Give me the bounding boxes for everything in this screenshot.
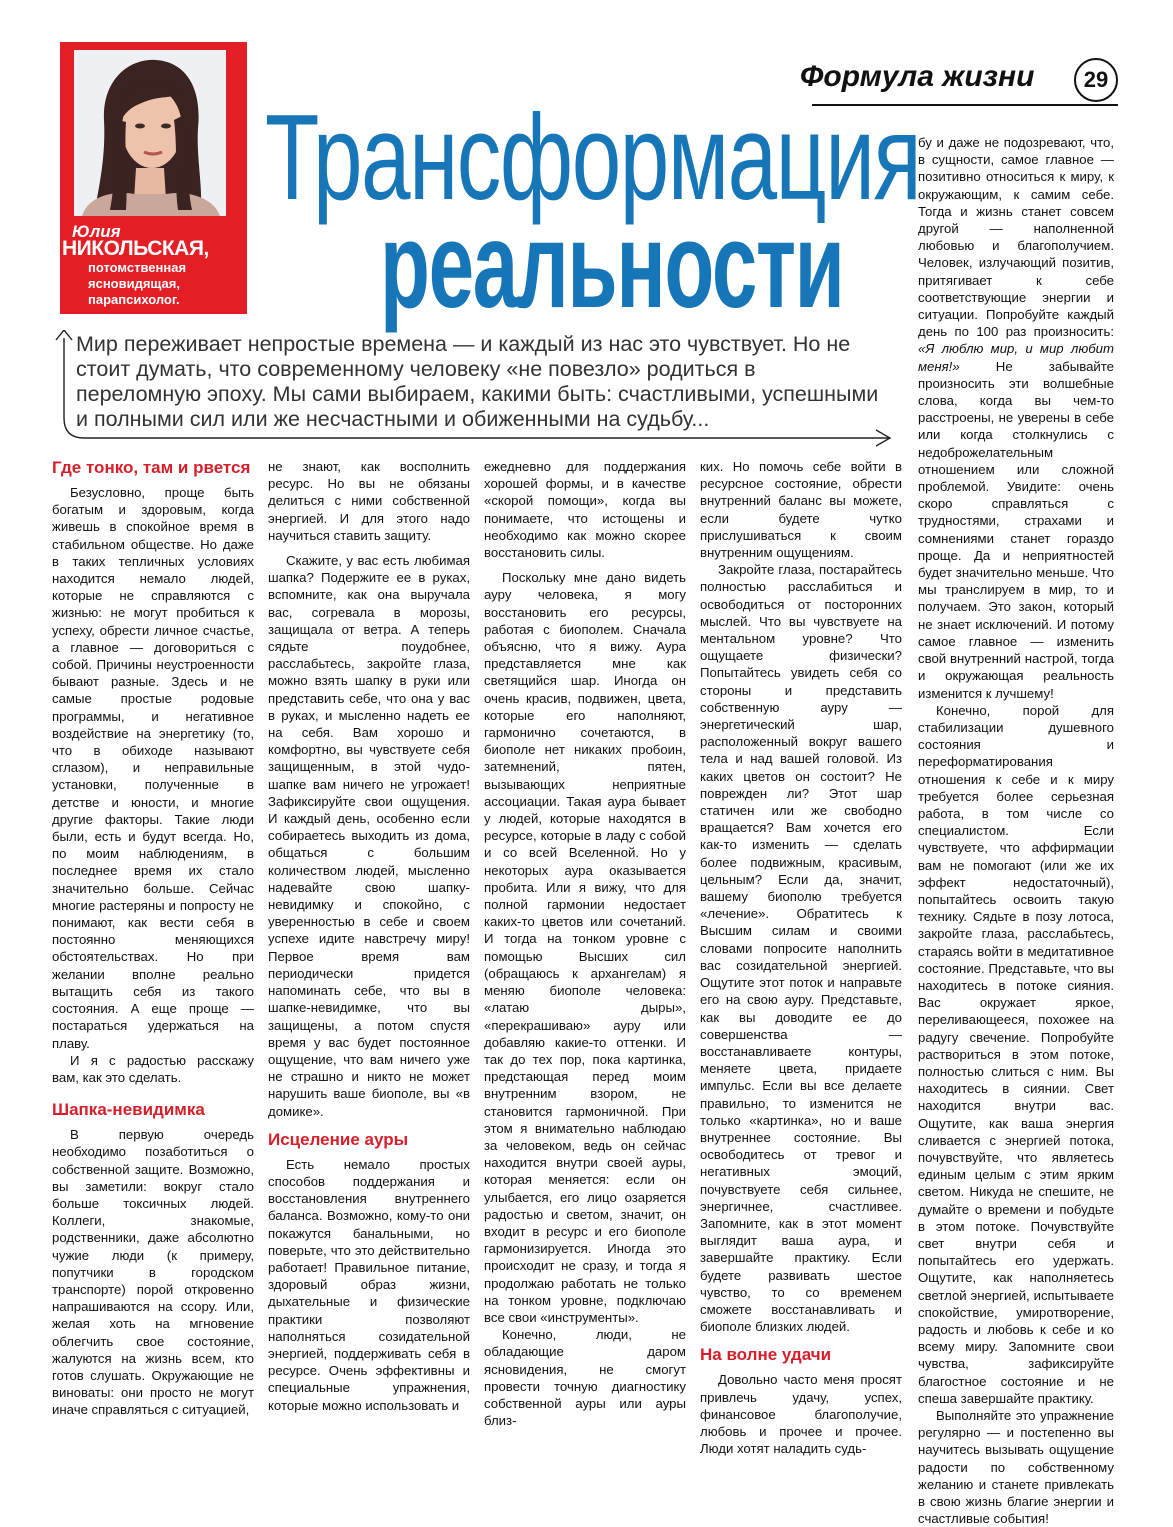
paragraph: Выполняйте это упражнение регулярно — и постепенно вы научитесь вызывать ощущение радости по собственному желанию и станете привлекать в свою жизнь благие энергии и счастливые события! — [918, 1408, 1114, 1527]
paragraph: Есть немало простых способов поддержания и восстановления внутреннего баланса. Возможно, кому-то они покажутся банальными, но поверьте, что это действительно работает! Правильное питание, здоровый образ жизни, дыхательные и физические практики позволяют наполняться созидательной энергией, поддерживать себя в ресурсе. Очень эффективны и специальные упражнения, которые можно использовать и — [268, 1156, 470, 1413]
article-column-2 — [268, 458, 470, 1414]
article-column-1 — [52, 458, 254, 1419]
author-portrait-icon — [74, 50, 226, 216]
paragraph: В первую очередь необходимо позаботиться о собственной защите. Возможно, вы заметили: вокруг стало больше токсичных людей. Коллеги, знакомые, родственники, даже абсолютно чужие люди (к примеру, попутчики в городском транспорте) порой откровенно напрашиваются на ссору. Или, желая хоть на мгновение облегчить свое состояние, жалуются на жизнь всем, кто готов слушать. Окружающие не виноваты: они просто не могут иначе справляться с ситуацией, — [52, 1127, 254, 1418]
author-description: потомственная ясновидящая, парапсихолог. — [88, 260, 187, 307]
affirmation: «Я люблю мир, и мир любит меня!» — [918, 341, 1114, 374]
paragraph — [918, 134, 1114, 702]
article-title-line1: Трансформация — [265, 89, 921, 225]
paragraph: Конечно, порой для стабилизации душевного состояния и переформатирования отношения к себе и к миру требуется более серьезная работа, в том числе со специалистом. Если чувствуете, что аффирмации вам не помогают (или же их эффект недостаточный), попытайтесь освоить такую технику. Сядьте в позу лотоса, закройте глаза, расслабьтесь, стараясь войти в медитативное состояние. Представьте, что вы находитесь в потоке сияния. Вас окружает яркое, переливающееся, похожее на радугу свечение. Попробуйте раствориться в этом потоке, полностью слиться с ним. Вы находитесь в сиянии. Свет находится внутри вас. Ощутите, как ваша энергия сливается с энергией потока, почувствуйте, что являетесь единым целым с этим ярким светом. Никуда не спешите, не думайте о времени и побудьте в этом потоке. Почувствуйте свет внутри себя и попытайтесь его удержать. Ощутите, как наполняетесь светлой энергией, испытываете спокойствие, умиротворение, радость и любовь к себе и ко всему миру. Запомните свои чувства, зафиксируйте благостное состояние и не спеша завершайте практику. — [918, 702, 1114, 1406]
section-title: Формула жизни — [800, 60, 1035, 93]
paragraph: Безусловно, проще быть богатым и здоровым, когда живешь в спокойное время в стабильном обществе. Но даже в таких тепличных условиях находится немало людей, которые не справляются с жизнью: не могут пробиться к успеху, обрести личное счастье, а главное — договориться с собой. Причины неустроенности бывают разные. Здесь и не самые простые родовые программы, и негативное воздействие на энергетику (то, что в обиходе называют сглазом), и неправильные установки, полученные в детстве и юности, и многие другие факторы. Такие люди были, есть и будут всегда. Но, по моим наблюдениям, в последнее время их стало значительно больше. Сейчас многие растеряны и попросту не понимают, как вести себя в постоянно меняющихся обстоятельствах. Но при желании вполне реально вытащить себя из такого состояния. А еще проще — постараться удержаться на плаву. — [52, 485, 254, 1051]
paragraph: Довольно часто меня просят привлечь удачу, успех, финансовое благополучие, любовь и прочее и прочее. Люди хотят наладить судь- — [700, 1372, 902, 1457]
article-column-5 — [918, 134, 1114, 1527]
paragraph: Скажите, у вас есть любимая шапка? Подержите ее в руках, вспомните, как она выручала вас, согревала в морозы, защищала от ветра. А теперь сядьте поудобнее, расслабьтесь, закройте глаза, можно взять шапку в руки или представить себе, что она у вас в руках, и мысленно надеть ее на себя. Вам хорошо и комфортно, вы чувствуете себя защищенным, в этой чудо-шапке вам ничего не угрожает! Зафиксируйте свои ощущения. И каждый день, особенно если собираетесь выходить из дома, общаться с большим количеством людей, мысленно надевайте свою шапку-невидимку и спокойно, с уверенностью в себе и своем успехе идите навстречу миру! Первое время вам периодически придется напоминать себе, что вы в шапке-невидимке, что вы защищены, а потом спустя время у вас будет постоянное ощущение, что вам ничего уже не страшно и никто не может нарушить ваше биополе, вы «в домике». — [268, 553, 470, 1119]
page-number: 29 — [1074, 58, 1118, 102]
author-first-name: Юлия — [72, 222, 121, 241]
paragraph: И я с радостью расскажу вам, как это сделать. — [52, 1052, 254, 1085]
paragraph: ких. Но помочь себе войти в ресурсное состояние, обрести внутренний баланс вы можете, если будете чутко прислушиваться к своим внутренним ощущениям. — [700, 459, 902, 561]
paragraph-part: бу и даже не подозревают, что, в сущности, самое главное — позитивно относиться к миру, к окружающим, к самим себе. Тогда и жизнь станет совсем другой — наполненной любовью и благополучием. Человек, излучающий позитив, притягивает к себе соответствующие энергии и ситуации. Попробуйте каждый день по 100 раз произносить: — [918, 135, 1114, 340]
article-column-4 — [700, 458, 902, 1457]
paragraph: ежедневно для поддержания хорошей формы, и в качестве «скорой помощи», когда вы понимаете, что истощены и необходимо как можно скорее восстановить силы. — [484, 459, 686, 561]
paragraph: Закройте глаза, постарайтесь полностью расслабиться и освободиться от посторонних мыслей. Что вы чувствуете на ментальном уровне? Что ощущаете физически? Попытайтесь увидеть себя со стороны и представить собственную ауру — энергетический шар, расположенный вокруг вашего тела и над вашей головой. Из каких цветов он состоит? Не поврежден ли? Этот шар статичен или же свободно вращается? Вам хочется его как-то изменить — сделать более подвижным, красивым, цельным? Если да, значит, вашему биополю требуется «лечение». Обратитесь к Высшим силам и своими словами попросите наполнить вас созидательной энергией. Ощутите этот поток и направьте его на свою ауру. Представьте, как вы доводите ее до совершенства — восстанавливаете контуры, меняете цвета, придаете импульс. Если вы все делаете правильно, то изменится не только «картинка», но и ваше внутреннее состояние. Вы освободитесь от тревог и негативных эмоций, почувствуете себя сильнее, энергичнее, счастливее. Запомните, как в этот момент выглядит ваша аура, и завершайте практику. Если будете развивать шестое чувство, то со временем сможете восстанавливать и биополе близких людей. — [700, 562, 902, 1335]
paragraph: Поскольку мне дано видеть ауру человека, я могу восстановить его ресурсы, работая с биополем. Сначала объясню, что я вижу. Аура представляется мне как светящийся шар. Иногда он очень красив, подвижен, цвета, которые его наполняют, гармонично сочетаются, в биополе нет никаких пробоин, затемнений, пятен, вызывающих неприятные ассоциации. Такая аура бывает у людей, которые находятся в ресурсе, которые в ладу с собой и со всей Вселенной. Но у некоторых аура оказывается пробита. Или я вижу, что для полной гармонии недостает каких-то цветов или сочетаний. И тогда на тонком уровне с помощью Высших сил (обращаюсь к архангелам) я меняю биополе человека: «латаю дыры», «перекрашиваю» ауру или добавляю какие-то оттенки. И так до тех пор, пока картинка, предстающая перед моим внутренним взором, не становится гармоничной. При этом я внимательно наблюдаю за человеком, ведь он сейчас находится внутри своей ауры, которая меняется: если он улыбается, его лицо озаряется радостью и светом, значит, он входит в ресурс и его биополе гармонизируется. Иногда это происходит не сразу, и тогда я продолжаю работать не только на тонком уровне, подключаю все свои «инструменты». — [484, 570, 686, 1325]
article-lead: Мир переживает непростые времена — и каждый из нас это чувствует. Но не стоит думать, что современному человеку «не повезло» родиться в переломную эпоху. Мы сами выбираем, какими быть: счастливыми, успешными и полными сил или же несчастными и обиженными на судьбу... — [76, 332, 879, 431]
paragraph: Конечно, люди, не обладающие даром ясновидения, не смогут провести точную диагностику собственной ауры или ауры близ- — [484, 1327, 686, 1429]
subheading: На волне удачи — [700, 1345, 832, 1365]
article-column-3 — [484, 458, 686, 1429]
paragraph-part: Не забывайте произносить эти волшебные слова, когда вы чем-то расстроены, не уверены в себе или когда столкнулись с недоброжелательным отношением или сложной проблемой. Увидите: очень скоро справляться с трудностями, страхами и сомнениями станет гораздо проще. Да и неприятностей будет значительно меньше. Что мы транслируем в мир, то и получаем. Это закон, который не знает исключений. И потому самое главное — изменить свой внутренний настрой, тогда и окружающая реальность изменится к лучшему! — [918, 358, 1114, 701]
author-last-name: НИКОЛЬСКАЯ, — [62, 237, 209, 260]
author-photo — [74, 50, 226, 216]
article-title-line2: реальности — [380, 197, 844, 333]
subheading: Исцеление ауры — [268, 1129, 409, 1149]
subheading: Где тонко, там и рвется — [52, 458, 251, 477]
paragraph: не знают, как восполнить ресурс. Но вы не обязаны делиться с ними собственной энергией. И для этого надо научиться ставить защиту. — [268, 459, 470, 543]
subheading: Шапка-невидимка — [52, 1100, 205, 1120]
